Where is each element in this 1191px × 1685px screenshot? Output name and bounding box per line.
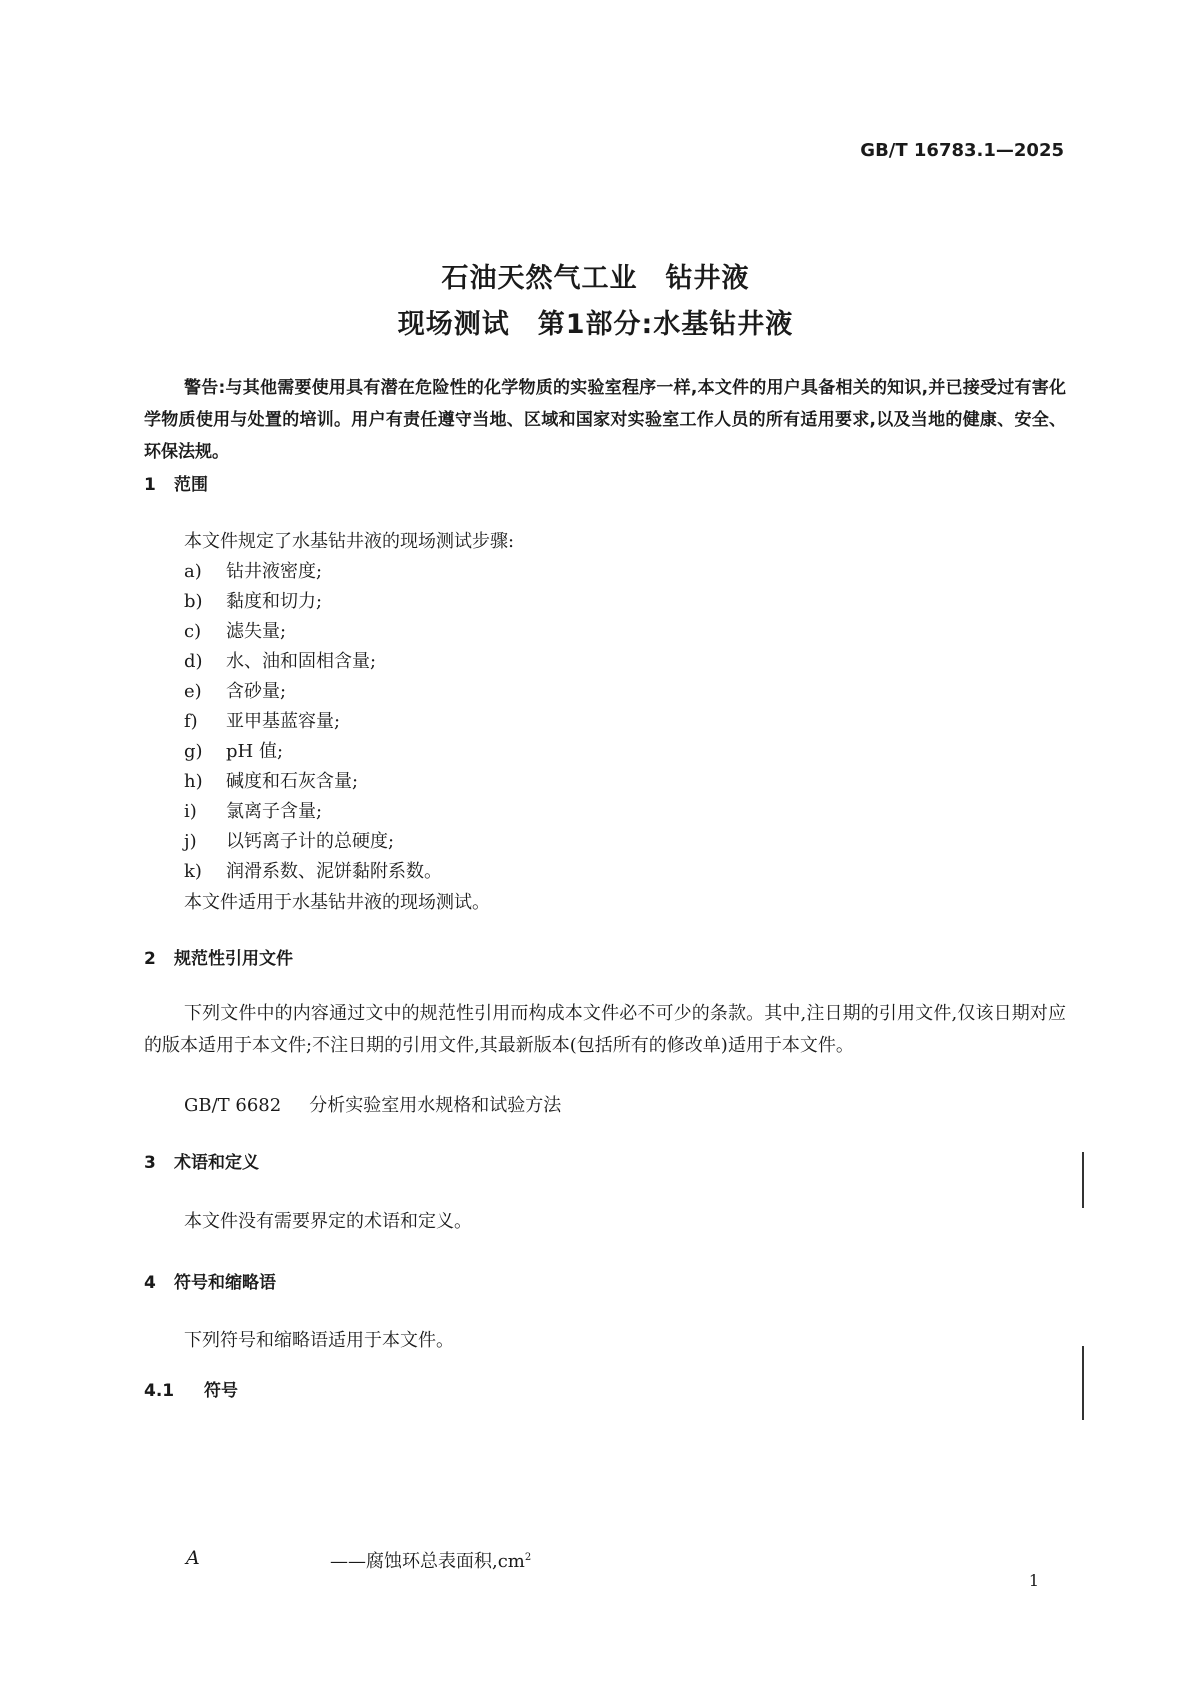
section-1-closing: 本文件适用于水基钻井液的现场测试。: [184, 892, 490, 913]
section-title: 范围: [174, 475, 208, 495]
list-item: [184, 857, 442, 883]
list-marker: k): [184, 861, 202, 882]
list-marker: g): [184, 741, 203, 762]
section-title: 规范性引用文件: [174, 949, 293, 969]
section-number: 1: [144, 475, 156, 495]
list-marker: c): [184, 621, 202, 642]
section-number: 3: [144, 1153, 156, 1173]
symbol-term: A: [186, 1547, 200, 1569]
reference-title: 分析实验室用水规格和试验方法: [309, 1095, 562, 1116]
section-2-paragraph: 下列文件中的内容通过文中的规范性引用而构成本文件必不可少的条款。其中,注日期的引用文件,仅该日期对应的版本适用于本文件;不注日期的引用文件,其最新版本(包括所有的修改单)适用于本文件。: [144, 1003, 1066, 1056]
list-item: [184, 737, 283, 763]
section-3-heading: [144, 1148, 259, 1173]
section-number: 2: [144, 949, 156, 969]
subsection-4-1-heading: [144, 1376, 238, 1401]
normative-reference: [184, 1090, 561, 1122]
document-title-line-1: 石油天然气工业 钻井液: [441, 263, 750, 294]
list-marker: b): [184, 591, 203, 612]
section-1-heading: [144, 470, 208, 495]
section-4-paragraph: 下列符号和缩略语适用于本文件。: [184, 1330, 454, 1351]
section-1-intro: 本文件规定了水基钻井液的现场测试步骤:: [184, 531, 515, 552]
list-text: 氯离子含量;: [226, 801, 323, 822]
list-marker: d): [184, 651, 203, 672]
list-text: 润滑系数、泥饼黏附系数。: [226, 861, 442, 882]
section-2-heading: [144, 944, 293, 969]
list-text: 亚甲基蓝容量;: [226, 711, 341, 732]
subsection-number: 4.1: [144, 1381, 175, 1401]
list-text: 滤失量;: [226, 621, 287, 642]
list-text: 钻井液密度;: [226, 561, 323, 582]
symbol-definition-text: ——腐蚀环总表面积,cm: [330, 1551, 525, 1572]
section-title: 符号和缩略语: [174, 1273, 276, 1293]
change-bar: [1082, 1152, 1084, 1208]
list-item: [184, 557, 322, 583]
list-marker: j): [184, 831, 197, 852]
list-item: [184, 677, 286, 703]
document-title-line-2: 现场测试 第1部分:水基钻井液: [397, 309, 794, 340]
reference-code: GB/T 6682: [184, 1095, 282, 1116]
list-text: 黏度和切力;: [226, 591, 323, 612]
list-text: 水、油和固相含量;: [226, 651, 377, 672]
list-text: pH 值;: [226, 741, 284, 762]
unit-exponent: 2: [524, 1552, 532, 1563]
list-marker: a): [184, 561, 202, 582]
warning-paragraph: 警告:与其他需要使用具有潜在危险性的化学物质的实验室程序一样,本文件的用户具备相关的知识,并已接受过有害化学物质使用与处置的培训。用户有责任遵守当地、区域和国家对实验室工作人员的所有适用要求,以及当地的健康、安全、环保法规。: [144, 378, 1066, 462]
list-marker: h): [184, 771, 203, 792]
list-text: 以钙离子计的总硬度;: [226, 831, 395, 852]
symbol-definition: [330, 1547, 531, 1573]
page-number: 1: [1028, 1571, 1039, 1590]
list-item: [184, 827, 394, 853]
subsection-title: 符号: [204, 1381, 238, 1401]
list-item: [184, 797, 322, 823]
document-code: GB/T 16783.1—2025: [860, 140, 1064, 161]
list-item: [184, 617, 286, 643]
list-item: [184, 587, 322, 613]
list-item: [184, 767, 358, 793]
list-marker: e): [184, 681, 202, 702]
section-number: 4: [144, 1273, 156, 1293]
section-title: 术语和定义: [174, 1153, 259, 1173]
list-text: 碱度和石灰含量;: [226, 771, 359, 792]
section-3-paragraph: 本文件没有需要界定的术语和定义。: [184, 1211, 472, 1232]
list-item: [184, 707, 340, 733]
list-marker: i): [184, 801, 197, 822]
section-4-heading: [144, 1268, 276, 1293]
list-text: 含砂量;: [226, 681, 287, 702]
change-bar: [1082, 1346, 1084, 1420]
list-marker: f): [184, 711, 198, 732]
list-item: [184, 647, 376, 673]
